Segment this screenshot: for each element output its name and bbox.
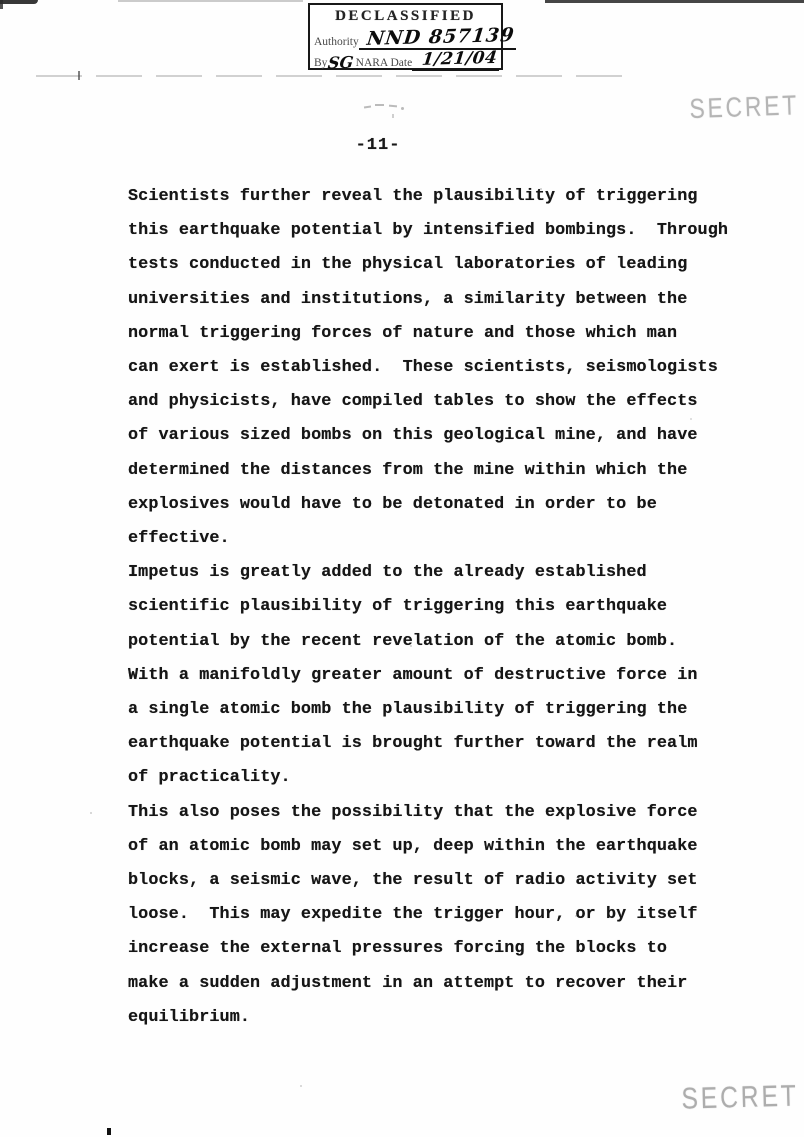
document-body [128, 180, 768, 1035]
body-line: effective. [128, 529, 230, 549]
body-line: universities and institutions, a similarity between the [128, 289, 688, 309]
by-label: By [314, 56, 328, 69]
by-value-handwritten: SG [327, 52, 355, 73]
body-line: determined the distances from the mine within which the [128, 460, 688, 480]
nara-date-underline [412, 47, 499, 71]
scan-line-artifact [36, 75, 622, 77]
body-line: earthquake potential is brought further toward the realm [128, 734, 698, 754]
declassified-stamp-box [308, 3, 516, 73]
body-line: of various sized bombs on this geological mine, and have [128, 426, 698, 446]
body-line: This also poses the possibility that the explosive force [128, 802, 698, 822]
body-line: Impetus is greatly added to the already established [128, 563, 647, 583]
body-line: this earthquake potential by intensified bombings. Through [128, 221, 729, 241]
scan-edge-artifact [545, 0, 804, 3]
declassified-title: DECLASSIFIED [335, 8, 476, 24]
body-line: of practicality. [128, 768, 291, 788]
scan-tick-artifact [78, 71, 80, 80]
secret-stamp-bottom: SECRET [681, 1077, 800, 1116]
body-line: tests conducted in the physical laboratories of leading [128, 255, 688, 275]
ink-smudge [362, 103, 417, 119]
secret-stamp-top: SECRET [689, 90, 800, 126]
body-line: With a manifoldly greater amount of destructive force in [128, 665, 698, 685]
body-line: can exert is established. These scientists, seismologists [128, 358, 718, 378]
nara-date-label: NARA Date [355, 56, 413, 69]
by-row [310, 47, 501, 73]
body-line: blocks, a seismic wave, the result of radio activity set [128, 871, 698, 891]
body-line: loose. This may expedite the trigger hour, or by itself [128, 905, 698, 925]
authority-label: Authority [314, 35, 359, 48]
scan-edge-artifact [118, 0, 303, 2]
body-line: potential by the recent revelation of the atomic bomb. [128, 631, 678, 651]
body-line: Scientists further reveal the plausibility of triggering [128, 187, 698, 206]
scan-tick-artifact [107, 1128, 111, 1135]
authority-row [310, 23, 516, 50]
scan-edge-artifact [0, 0, 38, 4]
body-line: equilibrium. [128, 1007, 251, 1027]
scan-edge-artifact [0, 0, 3, 9]
body-line: increase the external pressures forcing the blocks to [128, 939, 668, 959]
body-line: make a sudden adjustment in an attempt to recover their [128, 973, 688, 993]
authority-value-handwritten: NND 857139 [365, 23, 516, 50]
body-line: normal triggering forces of nature and those which man [128, 323, 678, 343]
nara-date-value-handwritten: 1/21/04 [421, 47, 499, 70]
body-line: of an atomic bomb may set up, deep within the earthquake [128, 836, 698, 856]
authority-underline [359, 23, 516, 50]
body-line: explosives would have to be detonated in order to be [128, 494, 657, 514]
page-number: -11- [355, 136, 401, 155]
body-line: and physicists, have compiled tables to show the effects [128, 392, 698, 412]
body-line: scientific plausibility of triggering this earthquake [128, 597, 668, 617]
body-line: a single atomic bomb the plausibility of triggering the [128, 700, 688, 720]
